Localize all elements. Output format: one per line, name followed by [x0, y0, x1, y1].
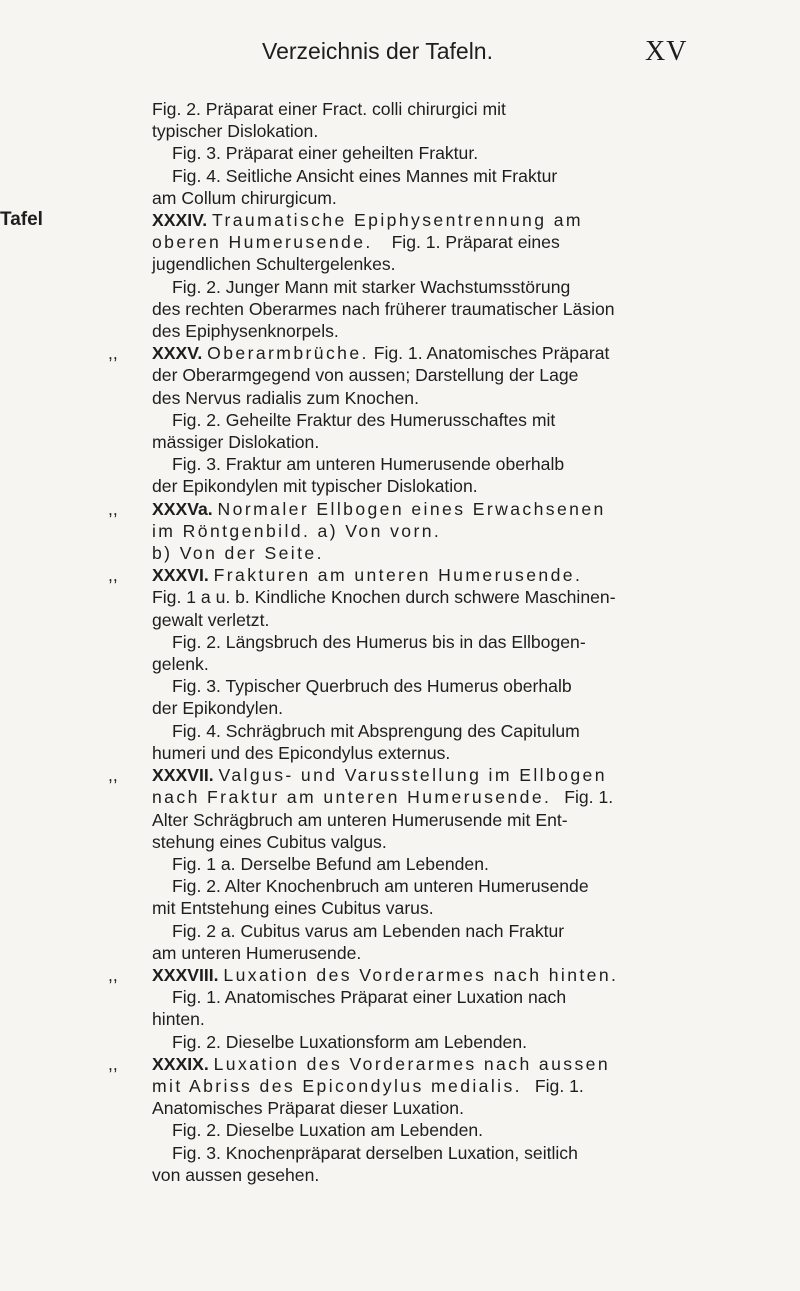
entry-tafel-xxxvii	[88, 764, 728, 964]
entry-line: hinten.	[152, 1009, 205, 1030]
entry-line: des Nervus radialis zum Knochen.	[152, 387, 419, 408]
entry-line: Fig. 1. Anatomisches Präparat	[373, 343, 610, 364]
entry-line: jugendlichen Schultergelenkes.	[152, 254, 396, 275]
entry-line: am Collum chirurgicum.	[152, 187, 337, 208]
entry-line: Fig. 2 a. Cubitus varus am Lebenden nach Fraktur	[172, 920, 565, 941]
entry-line: mit Abriss des Epicondylus medialis.	[152, 1075, 522, 1096]
entry-line: Fig. 1. Anatomisches Präparat einer Luxation nach	[172, 987, 567, 1008]
plate-title: Valgus- und Varusstellung im Ellbogen	[218, 765, 607, 786]
entry-line: b) Von der Seite.	[152, 543, 324, 564]
entry-line: Fig. 4. Schrägbruch mit Absprengung des Capitulum	[172, 720, 580, 741]
entry-line: gelenk.	[152, 654, 209, 675]
plate-number: XXXVI.	[152, 565, 209, 586]
running-header: Verzeichnis der Tafeln.	[262, 38, 493, 64]
entry-line: Fig. 1 a. Derselbe Befund am Lebenden.	[172, 853, 489, 874]
entry-line: stehung eines Cubitus valgus.	[152, 831, 387, 852]
entry-tafel-xxxiv	[0, 209, 728, 342]
entry-line: Fig. 2. Junger Mann mit starker Wachstumsstörung	[172, 276, 571, 297]
plate-title: Luxation des Vorderarmes nach hinten.	[223, 964, 619, 985]
entry-line: Fig. 4. Seitliche Ansicht eines Mannes mit Fraktur	[172, 165, 558, 186]
entry-line: mit Entstehung eines Cubitus varus.	[152, 898, 434, 919]
ditto-mark: ,,	[108, 498, 118, 519]
plate-number: XXXIX.	[152, 1053, 209, 1074]
entry-line: Fig. 2. Dieselbe Luxation am Lebenden.	[172, 1120, 484, 1141]
entry-line: Fig. 1. Präparat eines	[391, 232, 560, 253]
entry-line: Fig. 2. Längsbruch des Humerus bis in das Ellbogen-	[172, 631, 586, 652]
ditto-mark: ,,	[108, 565, 118, 586]
entry-line: Fig. 2. Präparat einer Fract. colli chirurgici mit	[152, 99, 506, 119]
plate-number: XXXV.	[152, 343, 203, 364]
plate-number: XXXIV.	[152, 210, 208, 231]
entry-line: von aussen gesehen.	[152, 1164, 320, 1185]
entry-line: des rechten Oberarmes nach früherer traumatischer Läsion	[152, 298, 615, 319]
entry-line: im Röntgenbild. a) Von vorn.	[152, 520, 442, 541]
plate-title: Normaler Ellbogen eines Erwachsenen	[217, 498, 606, 519]
ditto-mark: ,,	[108, 765, 118, 786]
plate-index	[0, 98, 728, 1186]
plate-title: Traumatische Epiphysentrennung am	[212, 210, 583, 231]
entry-tafel-xxxv	[88, 342, 728, 497]
plate-title: Oberarmbrüche.	[207, 343, 369, 364]
entry-line: Fig. 1.	[534, 1075, 584, 1096]
entry-line: Fig. 3. Fraktur am unteren Humerusende oberhalb	[172, 454, 565, 475]
entry-line: der Epikondylen.	[152, 698, 284, 719]
entry-line: Fig. 1 a u. b. Kindliche Knochen durch schwere Maschinen-	[152, 587, 616, 608]
entry-tafel-xxxviii	[88, 964, 728, 1053]
ditto-mark: ,,	[108, 1053, 118, 1074]
entry-line: Alter Schrägbruch am unteren Humerusende mit Ent-	[152, 809, 568, 830]
entry-line: nach Fraktur am unteren Humerusende.	[152, 787, 552, 808]
entry-line: Fig. 2. Dieselbe Luxationsform am Lebenden.	[172, 1031, 528, 1052]
entry-continuation	[88, 98, 728, 209]
ditto-mark: ,,	[108, 343, 118, 364]
entry-line: Fig. 3. Knochenpräparat derselben Luxation, seitlich	[172, 1142, 578, 1163]
entry-line: mässiger Dislokation.	[152, 432, 320, 453]
entry-line: des Epiphysenknorpels.	[152, 321, 339, 342]
plate-number: XXXVII.	[152, 765, 214, 786]
entry-line: Fig. 3. Präparat einer geheilten Fraktur.	[172, 143, 479, 164]
entry-line: Fig. 3. Typischer Querbruch des Humerus oberhalb	[172, 676, 572, 697]
entry-line: typischer Dislokation.	[152, 121, 319, 142]
entry-tafel-xxxva	[88, 498, 728, 565]
entry-line: der Epikondylen mit typischer Dislokation.	[152, 476, 478, 497]
plate-number: XXXVa.	[152, 498, 213, 519]
entry-line: gewalt verletzt.	[152, 609, 270, 630]
entry-line: am unteren Humerusende.	[152, 942, 362, 963]
ditto-mark: ,,	[108, 964, 118, 985]
entry-line: der Oberarmgegend von aussen; Darstellung der Lage	[152, 365, 579, 386]
plate-number: XXXVIII.	[152, 964, 219, 985]
entry-tafel-xxxvi	[88, 564, 728, 764]
entry-line: Fig. 1.	[564, 787, 614, 808]
entry-line: Fig. 2. Geheilte Fraktur des Humerusschaftes mit	[172, 409, 556, 430]
entry-tafel-xxxix	[88, 1053, 728, 1186]
plate-title: Frakturen am unteren Humerusende.	[213, 565, 583, 586]
entry-line: Anatomisches Präparat dieser Luxation.	[152, 1098, 464, 1119]
entry-line: oberen Humerusende.	[152, 232, 373, 253]
entry-line: Fig. 2. Alter Knochenbruch am unteren Humerusende	[172, 876, 589, 897]
entry-line: humeri und des Epicondylus externus.	[152, 742, 451, 763]
tafel-prefix: Tafel	[0, 209, 43, 231]
page-number: XV	[645, 36, 688, 67]
plate-title: Luxation des Vorderarmes nach aussen	[213, 1053, 611, 1074]
